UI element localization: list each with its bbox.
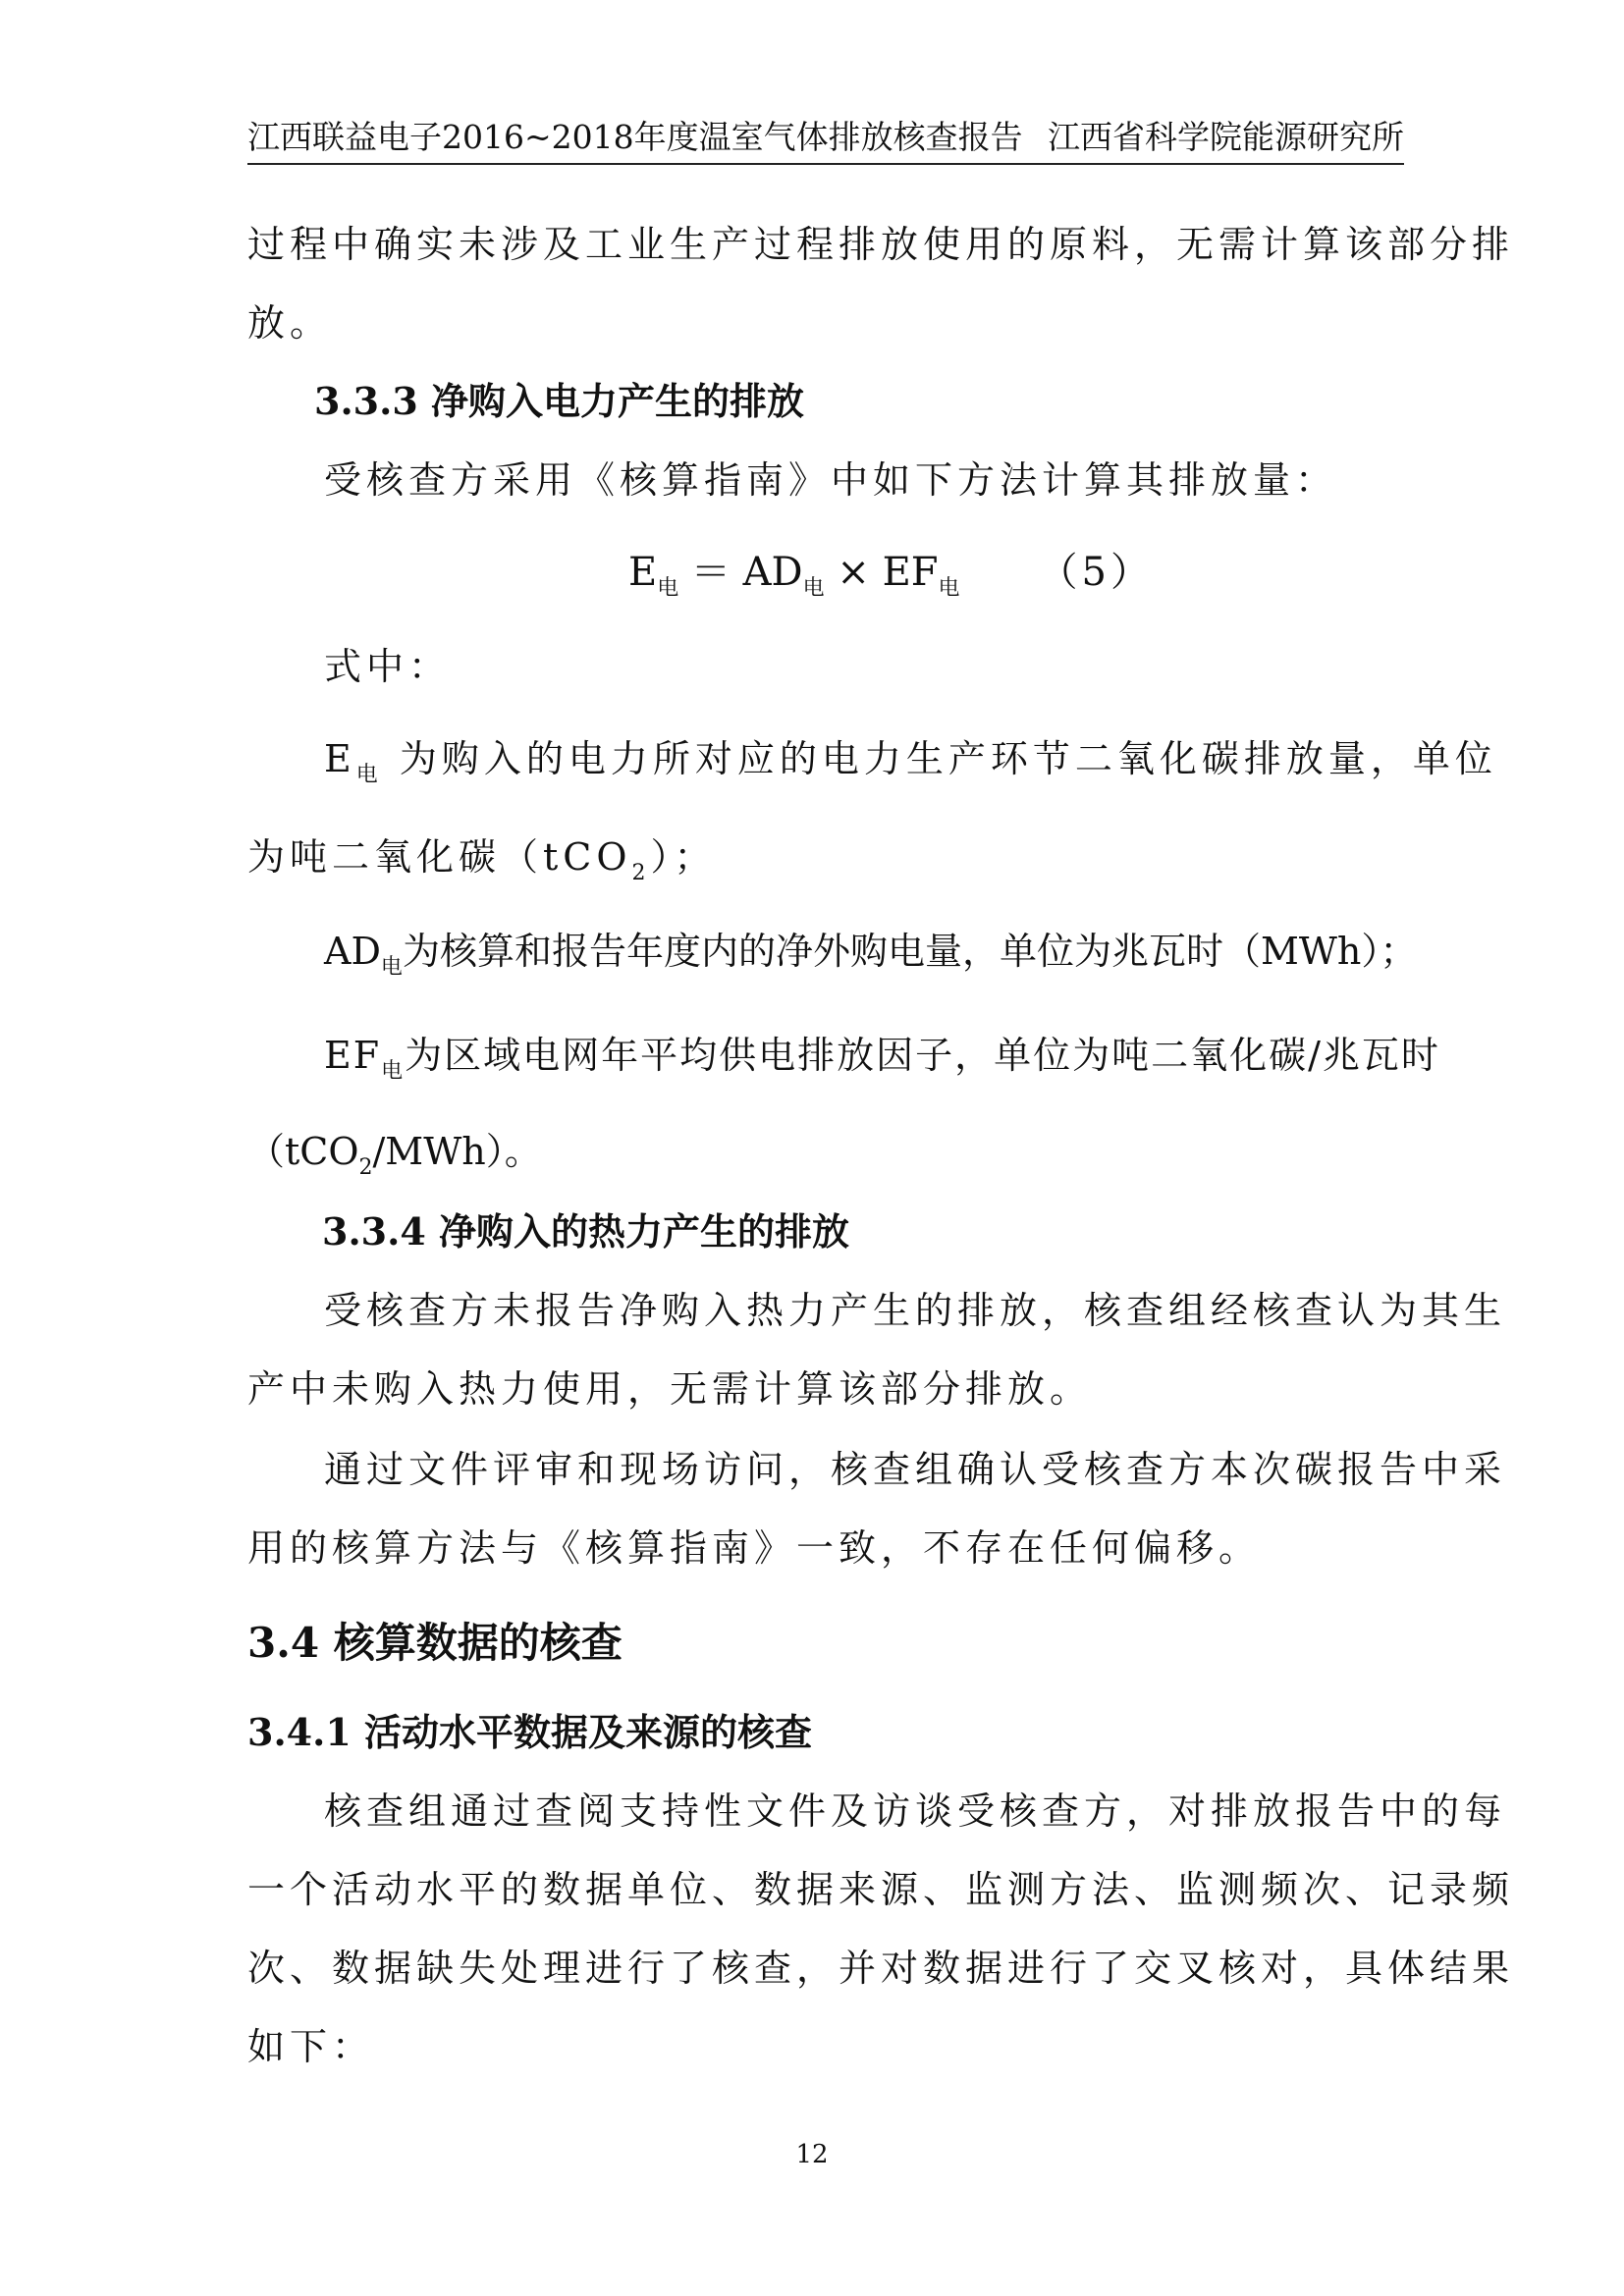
paragraph-line: 一个活动水平的数据单位、数据来源、监测方法、监测频次、记录频 [247,1868,1515,1911]
section-heading-3-3-4: 3.3.4 净购入的热力产生的排放 [322,1209,850,1254]
definition-text: ）； [650,835,717,879]
definition-text: 为购入的电力所对应的电力生产环节二氧化碳排放量，单位 [382,737,1497,780]
definition-e-line2 [247,832,717,885]
section-heading-3-3-3: 3.3.3 净购入电力产生的排放 [314,379,805,423]
paragraph-line: 核查组通过查阅支持性文件及访谈受核查方，对排放报告中的每 [324,1789,1507,1833]
formula-equals-ad: ＝ AD [678,550,803,595]
symbol-sub: 2 [631,861,651,885]
definition-ef-line2 [247,1127,542,1180]
symbol-sub: 电 [355,763,383,787]
paragraph-line: 如下： [247,2025,375,2068]
header-title: 江西联益电子2016~2018年度温室气体排放核查报告 [247,118,1023,156]
page-number: 12 [795,2140,829,2169]
definition-text: 为吨二氧化碳（tCO [247,835,632,879]
paragraph-line: 过程中确实未涉及工业生产过程排放使用的原料，无需计算该部分排 [247,223,1515,266]
paragraph-line: 放。 [247,301,333,345]
symbol: EF [324,1034,382,1077]
paragraph-line: 产中未购入热力使用，无需计算该部分排放。 [247,1367,1093,1411]
formula-e: E [628,550,658,595]
definition-text: 为区域电网年平均供电排放因子，单位为吨二氧化碳/兆瓦时 [405,1034,1440,1077]
paragraph-line: 式中： [324,645,452,688]
definition-ef [324,1031,1440,1084]
paragraph-line: 受核查方采用《核算指南》中如下方法计算其排放量： [324,458,1338,502]
paragraph-line: 次、数据缺失处理进行了核查，并对数据进行了交叉核对，具体结果 [247,1947,1515,1990]
formula-sub: 电 [938,576,960,601]
symbol-sub: 电 [381,1059,406,1084]
definition-ad [324,927,1418,980]
formula-sub: 电 [802,576,825,601]
section-heading-3-4-1: 3.4.1 活动水平数据及来源的核查 [247,1710,813,1754]
paragraph-line: 用的核算方法与《核算指南》一致，不存在任何偏移。 [247,1526,1262,1570]
formula-5 [628,546,1154,599]
page-header [247,116,1404,165]
paragraph-line: 通过文件评审和现场访问，核查组确认受核查方本次碳报告中采 [324,1448,1507,1491]
definition-text: /MWh）。 [372,1130,542,1173]
paragraph-line: 受核查方未报告净购入热力产生的排放，核查组经核查认为其生 [324,1289,1507,1332]
symbol: AD [324,930,381,973]
formula-sub: 电 [657,576,679,601]
section-heading-3-4: 3.4 核算数据的核查 [247,1619,623,1667]
formula-times-ef: × EF [824,550,939,595]
definition-e [324,734,1497,787]
definition-text: （tCO [247,1130,359,1173]
definition-text: 为核算和报告年度内的净外购电量，单位为兆瓦时（MWh）； [402,930,1418,973]
symbol-sub: 2 [358,1155,373,1180]
symbol: E [324,737,356,780]
header-institution: 江西省科学院能源研究所 [1048,118,1404,156]
symbol-sub: 电 [380,955,403,980]
formula-number: （5） [1038,550,1154,595]
